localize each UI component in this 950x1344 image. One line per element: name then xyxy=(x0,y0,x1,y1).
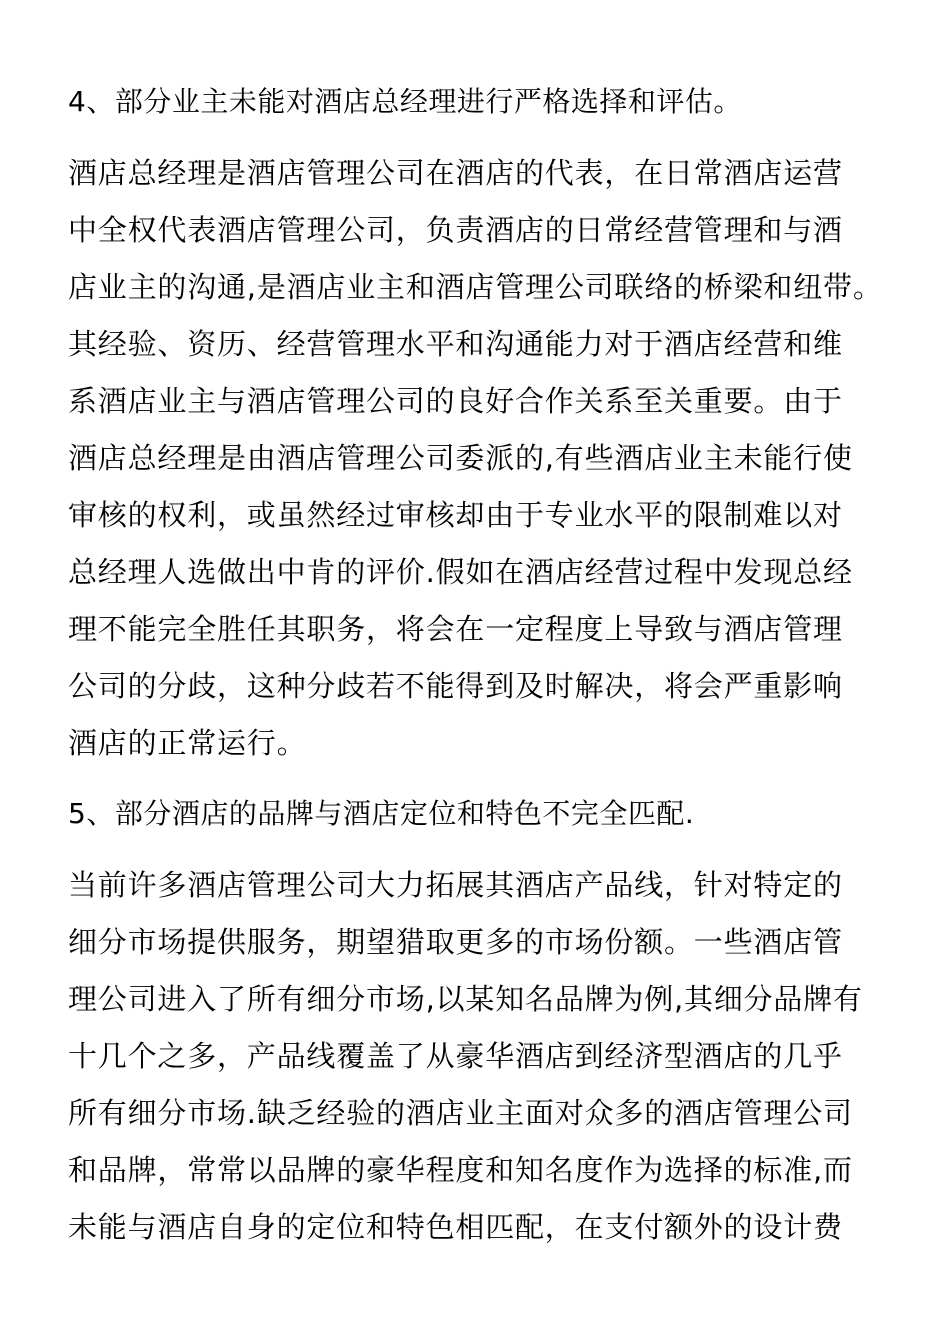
section-5-line: 十几个之多，产品线覆盖了从豪华酒店到经济型酒店的几乎 xyxy=(68,1039,843,1073)
section-5-line: 和品牌，常常以品牌的豪华程度和知名度作为选择的标准,而 xyxy=(68,1153,853,1187)
section-5-line: 所有细分市场.缺乏经验的酒店业主面对众多的酒店管理公司 xyxy=(68,1096,853,1130)
section-4-line: 其经验、资历、经营管理水平和沟通能力对于酒店经营和维 xyxy=(68,327,843,361)
section-5-line: 细分市场提供服务，期望猎取更多的市场份额。一些酒店管 xyxy=(68,925,843,959)
section-4-line: 酒店的正常运行。 xyxy=(68,726,307,760)
section-4-line: 酒店总经理是由酒店管理公司委派的,有些酒店业主未能行使 xyxy=(68,441,853,475)
section-5-heading: 5、部分酒店的品牌与酒店定位和特色不完全匹配. xyxy=(68,797,695,830)
section-4-heading: 4、部分业主未能对酒店总经理进行严格选择和评估。 xyxy=(68,85,742,118)
section-5-line: 未能与酒店自身的定位和特色相匹配，在支付额外的设计费 xyxy=(68,1210,843,1244)
section-4-line: 公司的分歧，这种分歧若不能得到及时解决，将会严重影响 xyxy=(68,669,843,703)
section-5-line: 理公司进入了所有细分市场,以某知名品牌为例,其细分品牌有 xyxy=(68,982,863,1016)
section-4-line: 店业主的沟通,是酒店业主和酒店管理公司联络的桥梁和纽带。 xyxy=(68,270,883,304)
section-4-line: 审核的权利，或虽然经过审核却由于专业水平的限制难以对 xyxy=(68,498,843,532)
section-5-line: 当前许多酒店管理公司大力拓展其酒店产品线，针对特定的 xyxy=(68,868,843,902)
section-4-line: 总经理人选做出中肯的评价.假如在酒店经营过程中发现总经 xyxy=(68,555,853,589)
section-4-line: 酒店总经理是酒店管理公司在酒店的代表，在日常酒店运营 xyxy=(68,156,843,190)
section-4-line: 系酒店业主与酒店管理公司的良好合作关系至关重要。由于 xyxy=(68,384,843,418)
section-4-line: 中全权代表酒店管理公司，负责酒店的日常经营管理和与酒 xyxy=(68,213,843,247)
section-4-line: 理不能完全胜任其职务，将会在一定程度上导致与酒店管理 xyxy=(68,612,843,646)
